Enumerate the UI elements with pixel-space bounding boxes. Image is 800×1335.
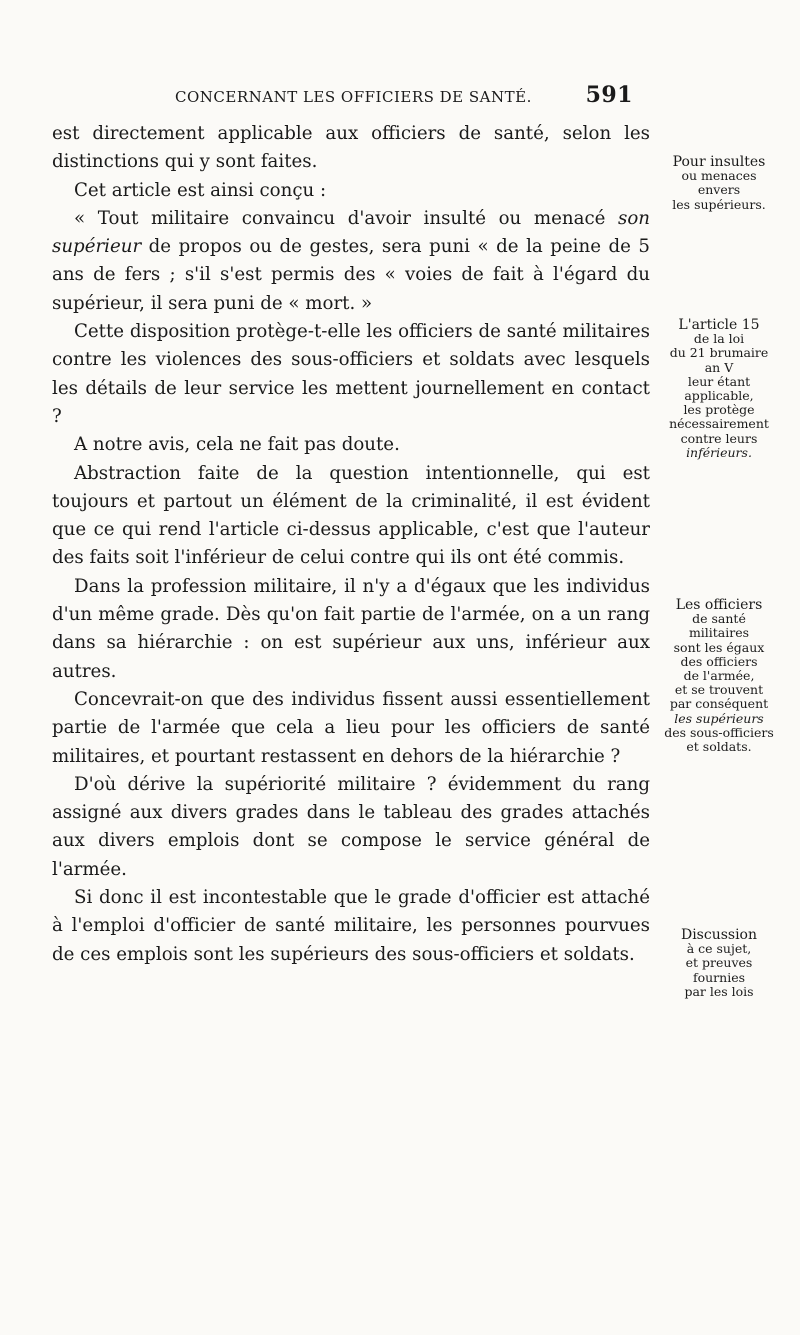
margin-line: à ce sujet, [686,941,752,957]
margin-line: an V [704,359,734,375]
margin-line: par les lois [684,983,754,999]
margin-line: ou menaces [681,168,757,184]
quote-part-a: « Tout militaire convaincu d'avoir insulté ou menacé [74,207,618,229]
margin-line: les protège [683,402,755,418]
margin-line: des sous-officiers [664,724,774,740]
margin-note-3 [655,598,783,754]
running-title: CONCERNANT LES OFFICIERS DE SANTÉ. [175,88,532,106]
margin-line: du 21 brumaire [669,345,769,361]
paragraph-3 [52,205,650,318]
paragraph-6: Abstraction faite de la question intentionnelle, qui est toujours et partout un élément de la criminalité, il est évident que ce qui rend l'article ci-dessus applicable, c'est que l'auteur des faits soit l'inférieur de celui contre qui ils ont été commis. [52,462,650,569]
paragraph-7: Dans la profession militaire, il n'y a d'égaux que les individus d'un même grade. Dès qu'on fait partie de l'armée, on a un rang dans sa hiérarchie : on est supérieur aux uns, inférieur aux autres. [52,575,650,682]
paragraph-10: Si donc il est incontestable que le grade d'officier est attaché à l'emploi d'officier de santé militaire, les personnes pourvues de ces emplois sont les supérieurs des sous-officiers et soldats. [52,887,650,965]
margin-line: des officiers [680,653,758,669]
paragraph-4: Cette disposition protège-t-elle les officiers de santé militaires contre les violences des sous-officiers et soldats avec lesquels les détails de leur service les mettent journellement en contact ? [52,321,650,427]
paragraph-8: Concevrait-on que des individus fissent aussi essentiellement partie de l'armée que cela a lieu pour les officiers de santé militaires, et pourtant restassent en dehors de la hiérarchie ? [52,688,650,767]
margin-line: de la loi [693,331,745,347]
margin-line: applicable, [684,388,754,404]
margin-line: envers [697,182,741,198]
margin-line: nécessairement [669,416,769,432]
margin-line: militaires [688,625,750,641]
margin-line: et se trouvent [674,682,764,698]
margin-line: leur étant [687,373,751,389]
paragraph-1: est directement applicable aux officiers de santé, selon les distinctions qui y sont faites. [52,123,650,173]
margin-line: sont les égaux [673,639,765,655]
quote-emphasis: son supérieur [52,207,650,258]
margin-line: par conséquent [669,696,769,712]
main-text [52,120,650,969]
paragraph-2: Cet article est ainsi conçu : [74,179,327,201]
margin-line: de santé [692,611,746,627]
margin-line: et preuves [685,955,753,971]
paragraph-9: D'où dérive la supériorité militaire ? évidemment du rang assigné aux divers grades dans le tableau des grades attachés aux divers emplois dont se compose le service général de l'armée. [52,773,650,880]
running-header [175,82,645,108]
margin-line: de l'armée, [683,668,755,684]
margin-line: les supérieurs [674,710,764,726]
margin-note-4 [655,928,783,999]
margin-note-1 [655,155,783,212]
margin-line: et soldats. [686,739,752,755]
margin-line: les supérieurs. [672,196,766,212]
margin-line: Les officiers [675,597,763,613]
margin-line: fournies [692,969,746,985]
margin-line: Discussion [680,927,758,943]
margin-line: contre leurs [680,430,758,446]
quote-part-b: de propos ou de gestes, sera puni « de la peine de 5 ans de fers ; s'il s'est permis des « voies de fait à l'égard du supérieur, il sera puni de « mort. » [52,236,650,314]
margin-note-2 [655,318,783,460]
margin-line: L'article 15 [678,317,760,333]
margin-line: Pour insultes [672,154,766,170]
paragraph-5: A notre avis, cela ne fait pas doute. [74,434,400,456]
margin-line: inférieurs. [686,444,752,460]
page-number: 591 [585,82,633,108]
